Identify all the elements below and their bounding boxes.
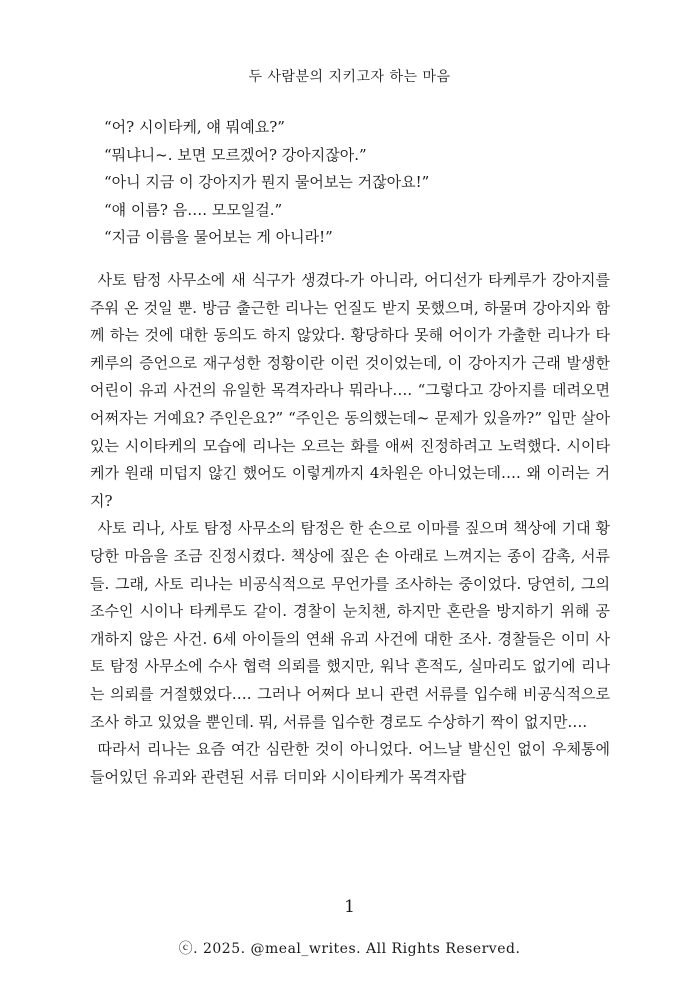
dialogue-line: “아니 지금 이 강아지가 뭔지 물어보는 거잖아요!” (104, 173, 430, 192)
copyright-notice: ⓒ. 2025. @meal_writes. All Rights Reserved. (178, 941, 521, 957)
dialogue-line: “뭐냐니~. 보면 모르겠어? 강아지잖아.” (104, 145, 367, 164)
paragraph: 사토 탐정 사무소에 새 식구가 생겼다-가 아니라, 어디선가 타케루가 강아지를 주워 온 것일 뿐. 방금 출근한 리나는 언질도 받지 못했으며, 하물며 강아지와 함께 하는 것에 대한 동의도 하지 않았다. 황당하다 못해 어이가 가출한 리나가 타케루의 증언으로 재구성한 정황이란 이런 것이었는데, 이 강아지가 근래 발생한 어린이 유괴 사건의 유일한 목격자라나 뭐라나…. “그렇다고 강아지를 데려오면 어쩌자는 거예요? 주인은요?” “주인은 동의했는데~ 문제가 있을까?” 입만 살아있는 시이타케의 모습에 리나는 오르는 화를 애써 진정하려고 노력했다. 시이타케가 원래 미덥지 않긴 했어도 이렇게까지 4차원은 아니었는데…. 왜 이러는 거지? (90, 271, 610, 510)
dialogue-block (104, 114, 644, 252)
dialogue-line: “얘 이름? 음…. 모모일걸.” (104, 200, 283, 219)
dialogue-line: “지금 이름을 물어보는 게 아니라!” (104, 228, 333, 247)
page-number: 1 (344, 897, 355, 917)
paragraph: 사토 리나, 사토 탐정 사무소의 탐정은 한 손으로 이마를 짚으며 책상에 기대 황당한 마음을 조금 진정시켰다. 책상에 짚은 손 아래로 느껴지는 종이 감촉, 서류들. 그래, 사토 리나는 비공식적으로 무언가를 조사하는 중이었다. 당연히, 그의 조수인 시이나 타케루도 같이. 경찰이 눈치챈, 하지만 혼란을 방지하기 위해 공개하지 않은 사건. 6세 아이들의 연쇄 유괴 사건에 대한 조사. 경찰들은 이미 사토 탐정 사무소에 수사 협력 의뢰를 했지만, 워낙 흔적도, 실마리도 없기에 리나는 의뢰를 거절했었다…. 그러나 어쩌다 보니 관련 서류를 입수해 비공식적으로 조사 하고 있었을 뿐인데. 뭐, 서류를 입수한 경로도 수상하기 짝이 없지만…. (90, 519, 610, 731)
dialogue-line: “어? 시이타케, 얘 뭐예요?” (104, 118, 285, 136)
body-text (90, 267, 610, 791)
paragraph: 따라서 리나는 요즘 여간 심란한 것이 아니었다. 어느날 발신인 없이 우체통에 들어있던 유괴와 관련된 서류 더미와 시이타케가 목격자랍 (90, 740, 610, 786)
running-header: 두 사람분의 지키고자 하는 마음 (248, 69, 451, 85)
